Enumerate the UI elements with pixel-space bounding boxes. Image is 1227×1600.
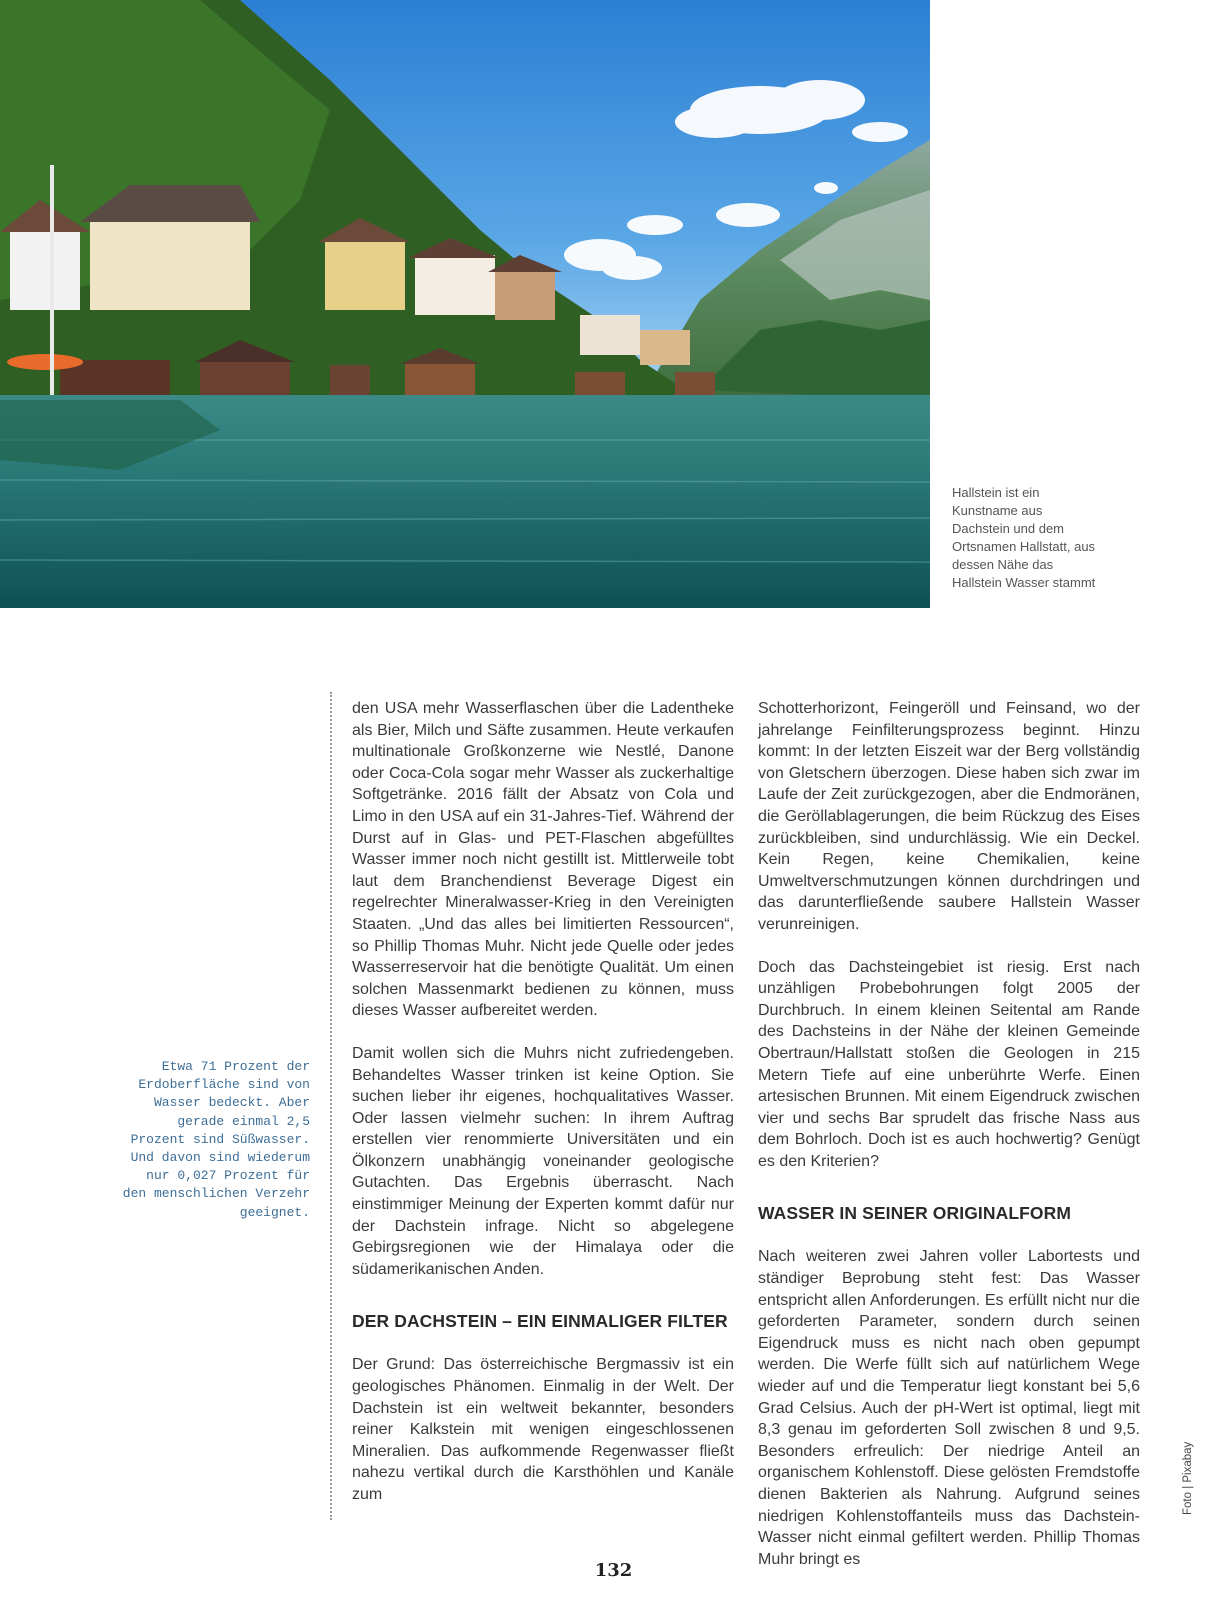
text-column-1 xyxy=(352,698,734,1527)
section-heading: DER DACHSTEIN – EIN EINMALIGER FILTER xyxy=(352,1311,728,1332)
side-note: Etwa 71 Prozent der Erdoberfläche sind von Wasser bedeckt. Aber gerade einmal 2,5 Prozent sind Süßwasser. Und davon sind wiederum nur 0,027 Prozent für den menschlichen Verzehr geeignet. xyxy=(122,1059,310,1220)
text-column-2 xyxy=(758,698,1140,1591)
paragraph: Doch das Dachsteingebiet ist riesig. Erst nach unzähligen Probebohrungen folgt 2005 der Durchbruch. In einem kleinen Seitental am Rande des Dachsteins in der Nähe der kleinen Gemeinde Obertraun/Hallstatt stoßen die Geologen in 215 Metern Tiefe auf eine unberührte Werfe. Einen artesischen Brunnen. Mit einem Eigendruck zwischen vier und sechs Bar sprudelt das frische Nass aus dem Bohrloch. Doch ist es auch hochwertig? Genügt es den Kriterien? xyxy=(758,958,1140,1170)
paragraph: Schotterhorizont, Feingeröll und Feinsand, wo der jahrelange Feinfilterungsprozess beginnt. Hinzu kommt: In der letzten Eiszeit war der Berg vollständig von Gletschern überzogen. Diese haben sich zwar im Laufe der Zeit zurückgezogen, aber die Endmoränen, die Geröllablagerungen, die beim Rückzug des Eises zurückbleiben, sind undurchlässig. Wie ein Deckel. Kein Regen, keine Chemikalien, keine Umweltverschmutzungen können durchdringen und das darunterfließende saubere Hallstein Wasser verunreinigen. xyxy=(758,700,1140,933)
paragraph: Damit wollen sich die Muhrs nicht zufriedengeben. Behandeltes Wasser trinken ist keine Option. Sie suchen lieber ihr eigenes, hochqualitatives Wasser. Oder lassen vielmehr suchen: In ihrem Auftrag erstellen vier renommierte Universitäten und ein Ölkonzern unabhängig voneinander geologische Gutachten. Das Ergebnis überrascht. Nach einstimmiger Meinung der Experten kommt dafür nur der Dachstein infrage. Nicht so abgelegene Gebirgsregionen wie der Himalaya oder die südamerikanischen Anden. xyxy=(352,1044,734,1278)
photo-caption: Hallstein ist ein Kunstname aus Dachstein und dem Ortsnamen Hallstatt, aus dessen Nähe das Hallstein Wasser stammt xyxy=(952,485,1096,590)
section-heading: WASSER IN SEINER ORIGINALFORM xyxy=(758,1203,1072,1224)
photo-illustration xyxy=(0,0,930,608)
paragraph: Der Grund: Das österreichische Bergmassiv ist ein geologisches Phänomen. Einmalig in der Welt. Der Dachstein ist ein weltweit bekannter, besonders reiner Kalkstein mit wenigen eingeschlossenen Mineralien. Das aufkommende Regenwasser fließt nahezu vertikal durch die Karsthöhlen und Kanäle zum xyxy=(352,1356,734,1503)
dotted-divider xyxy=(330,692,332,1520)
photo-credit: Foto | Pixabay xyxy=(1182,1441,1194,1515)
paragraph: Nach weiteren zwei Jahren voller Labortests und ständiger Beprobung steht fest: Das Wasser entspricht allen Anforderungen. Es erfüllt nicht nur die geforderten Parameter, sondern durch seinen Eigendruck muss es nicht nach oben gepumpt werden. Die Werfe füllt sich auf natürlichem Wege wieder auf und die Temperatur liegt konstant bei 5,6 Grad Celsius. Auch der pH-Wert ist optimal, liegt mit 8,3 genau im geforderten Soll zwischen 8 und 9,5. Besonders erfreulich: Der niedrige Anteil an organischem Kohlenstoff. Diese gelösten Fremdstoffe dienen Bakterien als Nahrung. Aufgrund seines niedrigen Kohlenstoffanteils muss das Dachstein-Wasser nicht einmal gefiltert werden. Phillip Thomas Muhr bringt es xyxy=(758,1248,1140,1568)
page-number: 132 xyxy=(594,1560,633,1581)
hallstatt-lake-photo xyxy=(0,0,930,608)
paragraph: den USA mehr Wasserflaschen über die Ladentheke als Bier, Milch und Säfte zusammen. Heute verkaufen multinationale Großkonzerne wie Nestlé, Danone oder Coca-Cola sogar mehr Wasser als zuckerhaltige Softgetränke. 2016 fällt der Absatz von Cola und Limo in den USA auf ein 31-Jahres-Tief. Während der Durst auf in Glas- und PET-Flaschen abgefülltes Wasser immer noch nicht gestillt ist. Mittlerweile tobt laut dem Branchendienst Beverage Digest ein regelrechter Mineralwasser-Krieg in den Vereinigten Staaten. „Und das alles bei limitierten Ressourcen“, so Phillip Thomas Muhr. Nicht jede Quelle oder jedes Wasserreservoir hat die benötigte Qualität. Um einen solchen Massenmarkt bedienen zu können, muss dieses Wasser aufbereitet werden. xyxy=(352,700,734,1020)
